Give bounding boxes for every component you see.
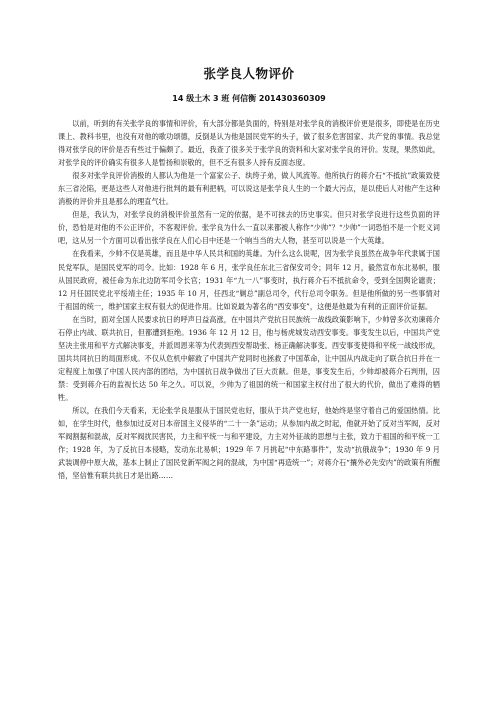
document-title: 张学良人物评价 <box>203 66 295 81</box>
paragraph: 所以，在我们今天看来，无论张学良是服从于国民党也好，服从于共产党也好，他始终是坚守着自己的爱国热情。比如，在学生时代，他参加过反对日本帝国主义侵华的“二十一条”运动；从参加内战之时起，他就开始了反对当军阀，反对军阀割据和混战，反对军阀扰民害民，力主和平统一与和平建设，力主对外征战的思想与主张，致力于祖国的和平统一工作；1928 年，为了反抗日本侵略，发动东北易帜；1929 年 7 月挑起“中东路事件”，发动“抗俄战争”；1930 年 9 月武装调停中原大战，基本上制止了国民党新军阀之间的混战，为中国“再造统一”；对蒋介石“攘外必先安内”的政策有所醒悟，坚信惟有联共抗日才是出路…… <box>58 406 440 481</box>
paragraph: 在当时，面对全国人民要求抗日的呼声日益高涨，在中国共产党抗日民族统一战线政策影响下，少帅曾多次劝谏蒋介石停止内战、联共抗日，但都遭到拒绝。1936 年 12 月 12 日，他与杨虎城发动西安事变。事变发生以后，中国共产党坚决主张用和平方式解决事变，并派周恩来等为代表到西安帮助张、杨正确解决事变。西安事变使得和平统一战线形成，国共共同抗日的局面形成。不仅从危机中解救了中国共产党同时也拯救了中国革命，让中国从内战走向了联合抗日并在一定程度上加强了中国人民内部的团结，为中国抗日战争做出了巨大贡献。但是，事变发生后，少帅却被蒋介石判刑，囚禁：受到蒋介石的监视长达 50 年之久。可以说，少帅为了祖国的统一和国家主权付出了很大的代价，做出了难得的牺牲。 <box>58 314 440 402</box>
paragraph: 以前，听到的有关张学良的事情和评价，有大部分都是负面的，特别是对张学良的消极评价更是很多，即使是在历史课上、教科书里，也没有对他的歌功颂德，反倒是认为他是国民党军的头子，做了很多危害国家、共产党的事情。我总觉得对张学良的评价是否有些过于偏颇了。最近，我查了很多关于张学良的资料和大家对张学良的评价。发现，果然如此，对张学良的评价确实有很多人是暂扬和崇敬的，但不乏有很多人持有反面态度。 <box>58 119 440 168</box>
author-byline: 14 级土木 3 班 何信衡 201430360309 <box>172 94 326 103</box>
paragraph: 很多对张学良评价消极的人都认为他是一个富家公子、纨绔子弟，做人风流等。他所执行的蒋介石“不抵抗”政策致使东三省沦陷，更是这些人对他进行批判的最有利把柄，可以说这是张学良人生的一个最大污点，是以使后人对他产生这种消极的评价并且是那么的理直气壮。 <box>58 171 440 207</box>
paragraph: 但是，我认为，对张学良的消极评价虽然有一定的依据，是不可抹去的历史事实。但只对张学良进行这些负面的评价，恐怕是对他的不公正评价，不客观评价。张学良为什么一直以来都被人称作“少帅”？“少帅”一词恐怕不是一个贬义词吧，这从另一个方面可以看出张学良在人们心目中还是一个响当当的大人物，甚至可以说是一个大英雄。 <box>58 210 440 246</box>
paragraph: 在我看来，少帅不仅是英雄，而且是中华人民共和国的英雄。为什么这么说呢，因为张学良虽然在战争年代隶属于国民党军队，是国民党军的司令。比如：1928 年 6 月，张学良任东北三省保安司令；同年 12 月，毅然宣布东北易帜，服从国民政府，被任命为东北边防军司令长官；1931 年“九一八”事变时，执行蒋介石不抵抗命令，受到全国舆论谴责；12 月任国民党北平绥靖主任；1935 年 10 月，任西北“剿总”副总司令，代行总司令职务。但是他所做的另一些事情对于祖国的统一，维护国家主权有很大的促进作用。比如说最为著名的“西安事变”，这便是他最为有利的正面评价证据。 <box>58 249 440 311</box>
